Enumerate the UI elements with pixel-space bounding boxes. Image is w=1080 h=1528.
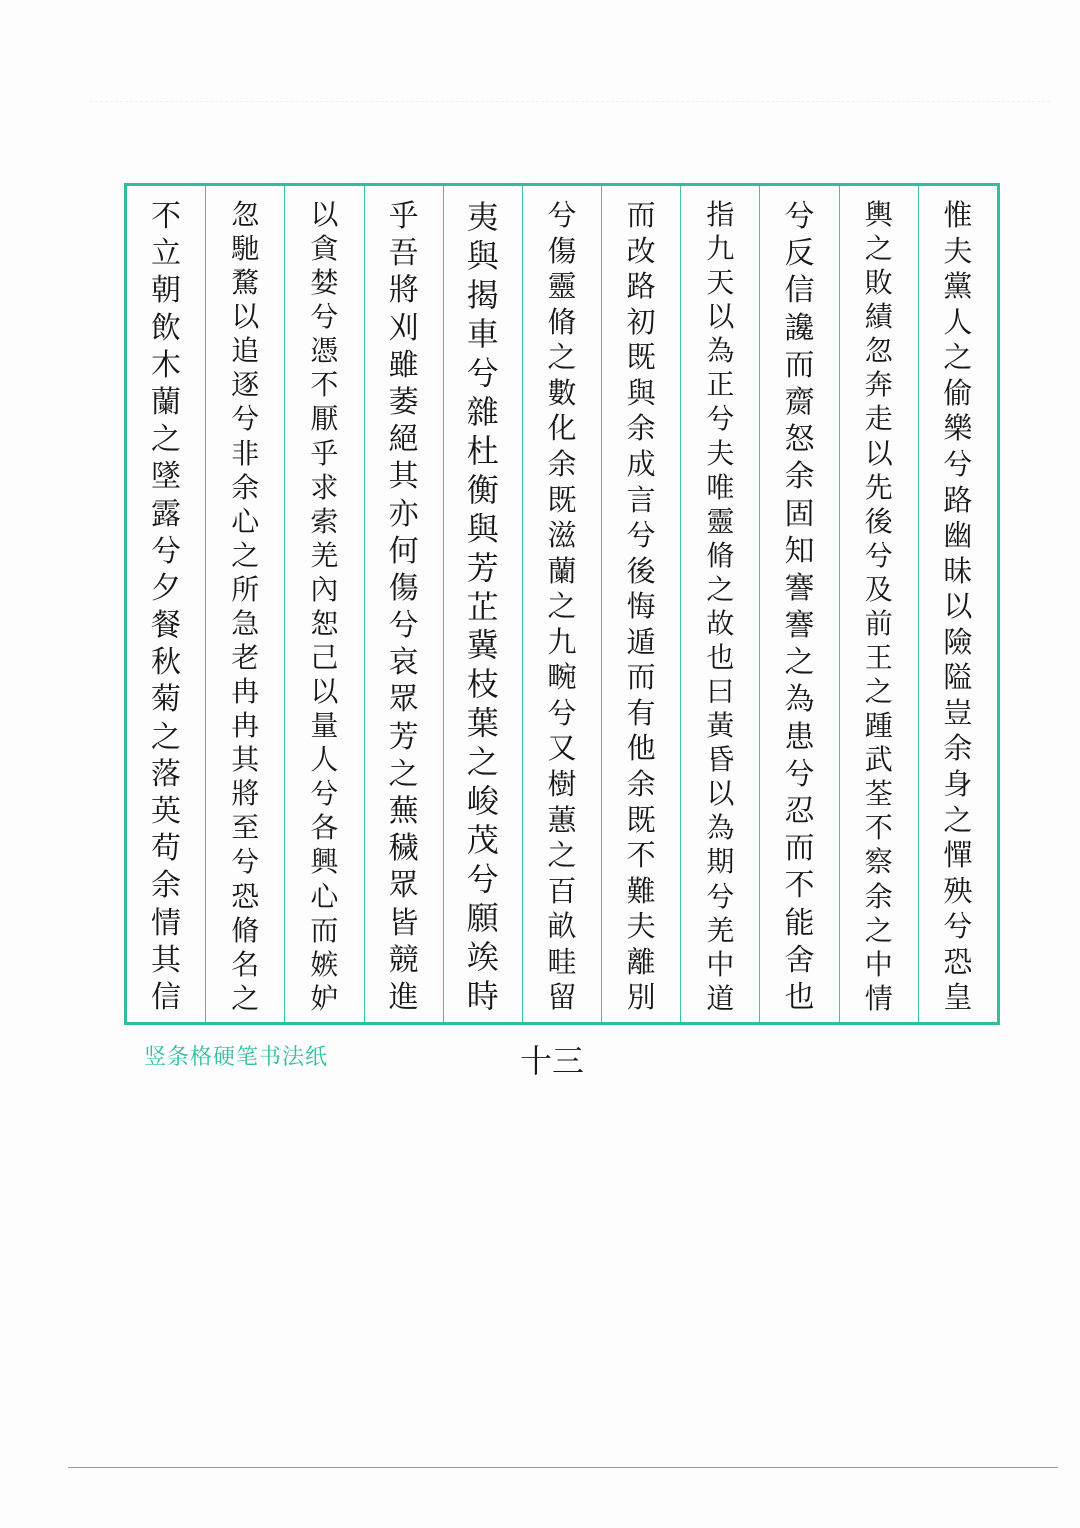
- handwritten-character: 余: [784, 459, 815, 495]
- handwritten-character: 先: [864, 470, 893, 504]
- handwritten-character: 又: [547, 731, 577, 766]
- handwritten-character: 不: [864, 811, 893, 845]
- handwritten-character: 時: [466, 977, 499, 1016]
- handwritten-character: 中: [864, 947, 893, 981]
- handwritten-character: 立: [151, 236, 182, 272]
- handwritten-character: 與: [466, 509, 499, 548]
- handwritten-character: 蘭: [151, 384, 182, 420]
- handwritten-character: 有: [626, 695, 656, 730]
- handwritten-character: 厭: [310, 402, 339, 436]
- handwritten-character: 之: [943, 802, 973, 837]
- handwritten-character: 杜: [466, 431, 499, 470]
- handwritten-character: 讒: [784, 310, 815, 346]
- handwritten-character: 王: [864, 641, 893, 675]
- handwritten-character: 黃: [706, 709, 735, 743]
- handwritten-character: 患: [784, 719, 815, 755]
- handwritten-character: 數: [547, 375, 577, 410]
- handwritten-character: 英: [151, 794, 182, 829]
- handwritten-character: 恐: [943, 944, 973, 979]
- handwritten-character: 以: [310, 675, 339, 709]
- handwritten-character: 落: [151, 756, 182, 792]
- handwritten-character: 冉: [231, 675, 260, 709]
- handwritten-character: 別: [626, 980, 656, 1015]
- handwritten-character: 以: [706, 300, 735, 334]
- handwritten-character: 之: [706, 572, 735, 606]
- handwritten-character: 之: [231, 538, 260, 572]
- handwritten-character: 芷: [466, 587, 499, 626]
- handwritten-character: 靈: [706, 504, 735, 538]
- handwritten-character: 知: [784, 533, 815, 569]
- handwritten-character: 兮: [706, 879, 735, 913]
- handwritten-character: 正: [706, 368, 735, 402]
- text-column: [918, 186, 997, 1022]
- handwritten-character: 忽: [864, 334, 893, 368]
- handwritten-character: 兮: [864, 538, 893, 572]
- handwritten-character: 敗: [864, 266, 893, 300]
- handwritten-character: 身: [943, 767, 973, 801]
- faint-top-guide: [90, 101, 1050, 102]
- handwritten-character: 人: [310, 743, 339, 777]
- handwritten-character: 余: [626, 767, 656, 801]
- handwritten-character: 唯: [706, 470, 735, 504]
- handwritten-character: 齌: [784, 384, 815, 420]
- handwritten-character: 既: [547, 482, 577, 517]
- handwritten-character: 冀: [466, 626, 499, 665]
- handwritten-character: 其: [388, 459, 419, 495]
- handwritten-character: 量: [310, 709, 339, 743]
- handwritten-character: 脩: [706, 538, 735, 572]
- handwritten-character: 不: [310, 368, 339, 402]
- handwritten-character: 兮: [784, 199, 815, 234]
- handwritten-character: 怒: [784, 422, 815, 458]
- handwritten-character: 名: [231, 947, 260, 981]
- handwritten-character: 武: [864, 743, 893, 777]
- handwritten-character: 夫: [943, 233, 973, 268]
- handwritten-character: 夫: [626, 909, 656, 944]
- handwritten-character: 察: [864, 845, 893, 879]
- handwritten-character: 奔: [864, 368, 893, 402]
- handwritten-character: 成: [626, 446, 656, 481]
- handwritten-character: 路: [626, 269, 656, 304]
- handwritten-character: 冉: [231, 709, 260, 743]
- handwritten-character: 雜: [466, 392, 499, 431]
- handwritten-character: 皆: [388, 905, 419, 941]
- paper-type-label: 竖条格硬笔书法纸: [144, 1045, 329, 1070]
- handwritten-character: 進: [388, 979, 419, 1015]
- handwritten-character: 竢: [466, 938, 499, 977]
- handwritten-character: 之: [943, 340, 973, 375]
- handwritten-character: 走: [864, 402, 893, 436]
- handwritten-character: 苟: [151, 831, 182, 867]
- handwritten-character: 朝: [151, 273, 182, 309]
- handwritten-character: 夫: [706, 436, 735, 470]
- handwritten-character: 婪: [310, 266, 339, 300]
- handwritten-character: 後: [626, 553, 656, 588]
- handwritten-character: 人: [943, 304, 973, 339]
- handwritten-character: 固: [784, 496, 815, 532]
- handwritten-character: 以: [231, 300, 260, 334]
- page-number: 十三: [520, 1042, 585, 1080]
- text-column: [601, 186, 680, 1022]
- handwritten-character: 脩: [547, 304, 577, 339]
- text-column: [364, 186, 443, 1022]
- handwritten-character: 妒: [310, 981, 339, 1015]
- handwritten-character: 改: [626, 233, 656, 268]
- handwritten-character: 既: [626, 340, 656, 375]
- handwritten-character: 各: [310, 811, 339, 845]
- text-column: [680, 186, 759, 1022]
- handwritten-character: 願: [466, 899, 499, 938]
- handwritten-character: 刈: [388, 310, 419, 346]
- handwritten-character: 既: [626, 802, 656, 837]
- handwritten-character: 不: [784, 868, 815, 904]
- handwritten-character: 兮: [943, 446, 973, 481]
- handwritten-character: 憚: [943, 838, 973, 873]
- handwritten-character: 昧: [943, 553, 973, 588]
- handwritten-character: 前: [864, 606, 893, 640]
- handwritten-character: 惟: [943, 198, 973, 232]
- handwritten-character: 馳: [231, 232, 260, 266]
- handwritten-character: 之: [547, 838, 577, 873]
- handwritten-character: 兮: [784, 756, 815, 792]
- handwritten-character: 之: [151, 422, 182, 458]
- text-column: [205, 186, 284, 1022]
- handwritten-character: 蘭: [547, 553, 577, 588]
- handwritten-character: 偷: [943, 375, 973, 410]
- handwritten-character: 兮: [231, 402, 260, 436]
- handwritten-character: 騖: [231, 266, 260, 300]
- handwritten-character: 兮: [151, 533, 182, 569]
- handwritten-character: 信: [151, 979, 182, 1015]
- handwritten-character: 滋: [547, 518, 577, 553]
- handwritten-character: 與: [466, 236, 499, 275]
- handwritten-character: 中: [706, 947, 735, 981]
- handwritten-character: 兮: [466, 860, 499, 899]
- handwritten-character: 非: [231, 436, 260, 470]
- handwritten-character: 之: [864, 675, 893, 709]
- handwritten-character: 化: [547, 411, 577, 446]
- handwritten-character: 之: [231, 981, 260, 1015]
- handwritten-character: 情: [151, 905, 182, 941]
- handwritten-character: 留: [547, 980, 577, 1015]
- handwritten-character: 道: [706, 981, 735, 1015]
- handwritten-character: 羌: [706, 913, 735, 947]
- handwritten-character: 豈: [943, 695, 973, 730]
- handwritten-character: 也: [706, 641, 735, 675]
- text-column: [284, 186, 363, 1022]
- handwritten-character: 車: [466, 314, 499, 353]
- handwritten-character: 心: [231, 504, 260, 538]
- handwritten-character: 余: [864, 879, 893, 913]
- handwritten-character: 難: [626, 873, 656, 908]
- handwritten-character: 內: [310, 572, 339, 606]
- handwritten-character: 兮: [706, 402, 735, 436]
- handwritten-character: 兮: [466, 353, 499, 392]
- handwritten-character: 為: [706, 811, 735, 845]
- handwritten-character: 皇: [943, 980, 973, 1015]
- handwritten-character: 舍: [784, 942, 815, 978]
- handwritten-character: 葉: [466, 704, 499, 743]
- handwritten-character: 脩: [231, 913, 260, 947]
- handwritten-character: 悔: [626, 589, 656, 624]
- handwritten-character: 老: [231, 641, 260, 675]
- handwritten-character: 木: [151, 347, 182, 383]
- handwritten-character: 黨: [943, 269, 973, 304]
- handwritten-character: 兮: [388, 608, 419, 644]
- handwritten-character: 傷: [388, 570, 419, 606]
- handwritten-character: 之: [864, 913, 893, 947]
- handwritten-character: 將: [388, 273, 419, 309]
- handwritten-character: 之: [388, 756, 419, 792]
- handwritten-character: 遁: [626, 624, 656, 659]
- handwritten-character: 路: [943, 482, 973, 517]
- handwritten-character: 雖: [388, 347, 419, 383]
- handwritten-character: 畦: [547, 944, 577, 979]
- handwritten-character: 露: [151, 496, 182, 532]
- handwritten-character: 逐: [231, 368, 260, 402]
- handwritten-character: 揭: [466, 275, 499, 314]
- handwritten-character: 指: [706, 198, 735, 231]
- handwritten-character: 期: [706, 845, 735, 879]
- handwritten-character: 之: [784, 645, 815, 681]
- handwritten-character: 求: [310, 470, 339, 504]
- handwritten-character: 余: [943, 731, 973, 766]
- handwritten-character: 眾: [388, 868, 419, 904]
- handwritten-character: 幽: [943, 518, 973, 553]
- handwritten-character: 以: [864, 436, 893, 470]
- handwritten-character: 曰: [706, 675, 735, 709]
- handwritten-character: 飲: [151, 310, 182, 346]
- handwritten-character: 夷: [466, 198, 499, 236]
- handwritten-character: 嫉: [310, 947, 339, 981]
- handwritten-character: 墜: [151, 459, 182, 495]
- handwritten-character: 為: [784, 682, 815, 718]
- handwritten-character: 峻: [466, 782, 499, 821]
- handwritten-character: 畹: [547, 660, 577, 695]
- text-column: [127, 186, 205, 1022]
- handwritten-character: 菊: [151, 682, 182, 718]
- text-column: [443, 186, 522, 1022]
- handwritten-character: 之: [864, 232, 893, 266]
- text-column: [839, 186, 918, 1022]
- handwritten-character: 之: [466, 743, 499, 782]
- handwritten-character: 心: [310, 879, 339, 913]
- handwritten-character: 羌: [310, 538, 339, 572]
- handwritten-character: 何: [388, 533, 419, 569]
- handwritten-character: 亦: [388, 496, 419, 532]
- handwritten-character: 憑: [310, 334, 339, 368]
- handwritten-character: 乎: [310, 436, 339, 470]
- handwritten-character: 穢: [388, 831, 419, 867]
- handwritten-character: 眾: [388, 682, 419, 718]
- handwritten-character: 衡: [466, 470, 499, 509]
- handwritten-character: 之: [547, 340, 577, 375]
- handwritten-character: 急: [231, 606, 260, 640]
- handwritten-character: 不: [626, 838, 656, 873]
- handwritten-character: 追: [231, 334, 260, 368]
- handwritten-character: 初: [626, 304, 656, 339]
- handwritten-character: 秋: [151, 645, 182, 681]
- handwritten-character: 以: [706, 777, 735, 811]
- handwritten-character: 天: [706, 266, 735, 300]
- handwritten-character: 畝: [547, 909, 577, 944]
- handwritten-character: 踵: [864, 709, 893, 743]
- handwritten-character: 能: [784, 905, 815, 941]
- handwritten-character: 餐: [151, 608, 182, 644]
- handwritten-character: 後: [864, 504, 893, 538]
- handwritten-character: 九: [547, 624, 577, 659]
- handwritten-character: 信: [784, 273, 815, 309]
- handwritten-character: 殃: [943, 873, 973, 908]
- handwritten-character: 績: [864, 300, 893, 334]
- handwritten-character: 將: [231, 777, 260, 811]
- handwritten-character: 傷: [547, 233, 577, 268]
- bottom-rule: [68, 1467, 1058, 1468]
- handwritten-character: 芳: [466, 548, 499, 587]
- handwritten-character: 荃: [864, 777, 893, 811]
- handwritten-character: 而: [626, 660, 656, 695]
- handwritten-character: 忽: [231, 198, 260, 231]
- handwritten-character: 而: [310, 913, 339, 947]
- handwritten-character: 輿: [864, 198, 893, 231]
- handwritten-character: 反: [784, 236, 815, 272]
- handwritten-character: 余: [547, 446, 577, 481]
- handwritten-character: 余: [231, 470, 260, 504]
- handwritten-character: 至: [231, 811, 260, 845]
- handwritten-character: 險: [943, 624, 973, 659]
- handwritten-character: 茂: [466, 821, 499, 860]
- handwritten-character: 隘: [943, 660, 973, 695]
- handwritten-character: 蕪: [388, 794, 419, 829]
- vertical-grid-frame: [124, 183, 1000, 1025]
- handwritten-character: 為: [706, 334, 735, 368]
- handwritten-character: 余: [151, 868, 182, 904]
- text-column: [522, 186, 601, 1022]
- handwritten-character: 恐: [231, 879, 260, 913]
- handwritten-character: 恕: [310, 606, 339, 640]
- handwritten-character: 兮: [310, 777, 339, 811]
- handwritten-character: 芳: [388, 719, 419, 755]
- handwritten-character: 以: [310, 198, 339, 231]
- handwritten-character: 吾: [388, 236, 419, 272]
- handwritten-character: 謇: [784, 608, 815, 644]
- handwritten-character: 興: [310, 845, 339, 879]
- handwritten-character: 萎: [388, 384, 419, 420]
- handwritten-character: 九: [706, 232, 735, 266]
- handwritten-character: 故: [706, 606, 735, 640]
- handwritten-character: 己: [310, 641, 339, 675]
- handwritten-character: 夕: [151, 570, 182, 606]
- handwritten-character: 兮: [310, 300, 339, 334]
- handwritten-character: 不: [151, 199, 182, 234]
- handwritten-character: 之: [151, 719, 182, 755]
- handwritten-character: 兮: [943, 909, 973, 944]
- handwritten-character: 之: [547, 589, 577, 624]
- handwritten-character: 兮: [547, 695, 577, 730]
- handwritten-character: 而: [784, 831, 815, 867]
- handwritten-character: 而: [784, 347, 815, 383]
- handwritten-character: 而: [626, 198, 656, 232]
- handwritten-character: 兮: [231, 845, 260, 879]
- handwritten-character: 謇: [784, 570, 815, 606]
- handwritten-character: 哀: [388, 645, 419, 681]
- handwritten-character: 及: [864, 572, 893, 606]
- handwritten-character: 乎: [388, 199, 419, 234]
- handwritten-character: 以: [943, 589, 973, 624]
- handwritten-character: 競: [388, 942, 419, 978]
- handwritten-character: 百: [547, 873, 577, 908]
- handwritten-character: 情: [864, 981, 893, 1015]
- handwritten-character: 枝: [466, 665, 499, 704]
- handwritten-character: 蕙: [547, 802, 577, 837]
- handwritten-character: 余: [626, 411, 656, 446]
- handwritten-character: 其: [151, 942, 182, 978]
- handwritten-character: 離: [626, 944, 656, 979]
- handwritten-character: 忍: [784, 794, 815, 829]
- handwritten-character: 他: [626, 731, 656, 766]
- handwritten-character: 靈: [547, 269, 577, 304]
- handwritten-character: 貪: [310, 232, 339, 266]
- handwritten-character: 索: [310, 504, 339, 538]
- handwritten-character: 昏: [706, 743, 735, 777]
- handwritten-character: 樂: [943, 411, 973, 446]
- handwritten-character: 兮: [547, 198, 577, 232]
- handwritten-character: 其: [231, 743, 260, 777]
- text-column: [759, 186, 838, 1022]
- handwritten-character: 樹: [547, 767, 577, 801]
- handwritten-character: 與: [626, 375, 656, 410]
- handwritten-character: 也: [784, 979, 815, 1015]
- handwritten-character: 言: [626, 482, 656, 517]
- handwritten-character: 所: [231, 572, 260, 606]
- handwritten-character: 兮: [626, 518, 656, 553]
- handwritten-character: 絕: [388, 422, 419, 458]
